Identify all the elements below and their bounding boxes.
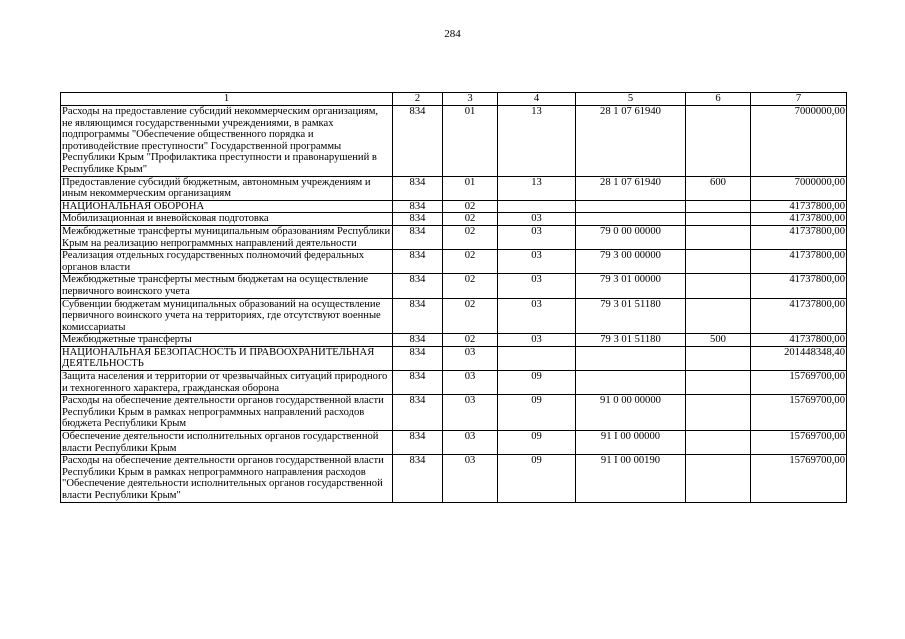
row-name: Обеспечение деятельности исполнительных органов государственной власти Республики Крым xyxy=(61,431,393,455)
budget-table xyxy=(60,92,847,503)
row-rz: 03 xyxy=(443,455,498,502)
row-csr xyxy=(576,346,686,370)
column-header: 2 xyxy=(393,93,443,106)
row-name: НАЦИОНАЛЬНАЯ ОБОРОНА xyxy=(61,200,393,213)
row-name: Защита населения и территории от чрезвычайных ситуаций природного и техногенного характера, гражданская оборона xyxy=(61,371,393,395)
row-vr: 600 xyxy=(686,176,751,200)
row-sum: 41737800,00 xyxy=(751,213,847,226)
table-row xyxy=(61,334,847,347)
row-pr: 03 xyxy=(498,213,576,226)
column-header: 3 xyxy=(443,93,498,106)
row-rz: 03 xyxy=(443,371,498,395)
row-name: Межбюджетные трансферты муниципальным образованиям Республики Крым на реализацию непрограммных направлений деятельности xyxy=(61,225,393,249)
row-ved: 834 xyxy=(393,200,443,213)
column-header: 1 xyxy=(61,93,393,106)
row-rz: 02 xyxy=(443,298,498,334)
row-csr: 91 0 00 00000 xyxy=(576,395,686,431)
row-pr: 13 xyxy=(498,176,576,200)
row-pr: 03 xyxy=(498,225,576,249)
row-vr xyxy=(686,250,751,274)
row-csr: 79 0 00 00000 xyxy=(576,225,686,249)
row-pr: 03 xyxy=(498,298,576,334)
row-vr xyxy=(686,395,751,431)
row-vr xyxy=(686,431,751,455)
row-sum: 201448348,40 xyxy=(751,346,847,370)
row-csr xyxy=(576,213,686,226)
table-row xyxy=(61,106,847,177)
row-ved: 834 xyxy=(393,250,443,274)
row-ved: 834 xyxy=(393,176,443,200)
row-sum: 41737800,00 xyxy=(751,274,847,298)
row-ved: 834 xyxy=(393,455,443,502)
row-csr: 79 3 00 00000 xyxy=(576,250,686,274)
table-row xyxy=(61,213,847,226)
row-name: Расходы на обеспечение деятельности органов государственной власти Республики Крым в рамках непрограммных направлений расходов бюджета Республики Крым xyxy=(61,395,393,431)
row-vr: 500 xyxy=(686,334,751,347)
row-name: Реализация отдельных государственных полномочий федеральных органов власти xyxy=(61,250,393,274)
row-ved: 834 xyxy=(393,334,443,347)
row-rz: 02 xyxy=(443,225,498,249)
row-sum: 15769700,00 xyxy=(751,371,847,395)
row-vr xyxy=(686,346,751,370)
row-name: Расходы на обеспечение деятельности органов государственной власти Республики Крым в рамках непрограммного направления расходов "Обеспечение деятельности исполнительных органов государственной власти Республики Крым" xyxy=(61,455,393,502)
row-sum: 15769700,00 xyxy=(751,455,847,502)
header-row xyxy=(61,93,847,106)
row-rz: 01 xyxy=(443,176,498,200)
row-pr: 09 xyxy=(498,455,576,502)
row-name: Мобилизационная и вневойсковая подготовка xyxy=(61,213,393,226)
row-sum: 41737800,00 xyxy=(751,298,847,334)
row-csr: 28 1 07 61940 xyxy=(576,176,686,200)
row-pr: 09 xyxy=(498,395,576,431)
row-sum: 15769700,00 xyxy=(751,395,847,431)
row-csr: 91 I 00 00190 xyxy=(576,455,686,502)
table-row xyxy=(61,371,847,395)
row-vr xyxy=(686,298,751,334)
row-ved: 834 xyxy=(393,371,443,395)
table-row xyxy=(61,225,847,249)
row-rz: 02 xyxy=(443,334,498,347)
row-csr: 79 3 01 51180 xyxy=(576,334,686,347)
row-rz: 02 xyxy=(443,274,498,298)
table-row xyxy=(61,176,847,200)
table-row xyxy=(61,431,847,455)
page-number: 284 xyxy=(444,28,461,40)
row-vr xyxy=(686,200,751,213)
row-rz: 01 xyxy=(443,106,498,177)
row-sum: 15769700,00 xyxy=(751,431,847,455)
row-csr xyxy=(576,371,686,395)
row-ved: 834 xyxy=(393,431,443,455)
row-name: НАЦИОНАЛЬНАЯ БЕЗОПАСНОСТЬ И ПРАВООХРАНИТЕЛЬНАЯ ДЕЯТЕЛЬНОСТЬ xyxy=(61,346,393,370)
table-row xyxy=(61,346,847,370)
row-pr: 03 xyxy=(498,334,576,347)
row-ved: 834 xyxy=(393,106,443,177)
row-vr xyxy=(686,274,751,298)
row-csr xyxy=(576,200,686,213)
row-ved: 834 xyxy=(393,213,443,226)
row-pr: 03 xyxy=(498,274,576,298)
row-name: Субвенции бюджетам муниципальных образований на осуществление первичного воинского учета на территориях, где отсутствуют военные комиссариаты xyxy=(61,298,393,334)
row-rz: 03 xyxy=(443,395,498,431)
row-vr xyxy=(686,371,751,395)
column-header: 5 xyxy=(576,93,686,106)
column-header: 7 xyxy=(751,93,847,106)
table-row xyxy=(61,395,847,431)
column-header: 4 xyxy=(498,93,576,106)
row-rz: 03 xyxy=(443,431,498,455)
row-name: Межбюджетные трансферты местным бюджетам на осуществление первичного воинского учета xyxy=(61,274,393,298)
row-pr xyxy=(498,346,576,370)
row-rz: 02 xyxy=(443,213,498,226)
table-row xyxy=(61,455,847,502)
row-pr: 03 xyxy=(498,250,576,274)
row-sum: 41737800,00 xyxy=(751,334,847,347)
row-sum: 41737800,00 xyxy=(751,225,847,249)
row-sum: 7000000,00 xyxy=(751,106,847,177)
row-name: Предоставление субсидий бюджетным, автономным учреждениям и иным некоммерческим организациям xyxy=(61,176,393,200)
row-pr: 09 xyxy=(498,431,576,455)
row-csr: 79 3 01 51180 xyxy=(576,298,686,334)
row-csr: 79 3 01 00000 xyxy=(576,274,686,298)
row-ved: 834 xyxy=(393,274,443,298)
table-row xyxy=(61,250,847,274)
row-sum: 41737800,00 xyxy=(751,250,847,274)
row-rz: 02 xyxy=(443,200,498,213)
row-ved: 834 xyxy=(393,346,443,370)
row-pr xyxy=(498,200,576,213)
row-vr xyxy=(686,455,751,502)
row-csr: 28 1 07 61940 xyxy=(576,106,686,177)
row-vr xyxy=(686,106,751,177)
row-vr xyxy=(686,225,751,249)
row-csr: 91 I 00 00000 xyxy=(576,431,686,455)
column-header: 6 xyxy=(686,93,751,106)
row-ved: 834 xyxy=(393,298,443,334)
row-rz: 02 xyxy=(443,250,498,274)
table-body xyxy=(61,106,847,503)
row-name: Межбюджетные трансферты xyxy=(61,334,393,347)
row-sum: 41737800,00 xyxy=(751,200,847,213)
table-row xyxy=(61,274,847,298)
row-ved: 834 xyxy=(393,225,443,249)
row-pr: 09 xyxy=(498,371,576,395)
row-ved: 834 xyxy=(393,395,443,431)
table-row xyxy=(61,200,847,213)
row-sum: 7000000,00 xyxy=(751,176,847,200)
table-row xyxy=(61,298,847,334)
row-rz: 03 xyxy=(443,346,498,370)
row-vr xyxy=(686,213,751,226)
row-pr: 13 xyxy=(498,106,576,177)
row-name: Расходы на предоставление субсидий некоммерческим организациям, не являющимся государственными учреждениями, в рамках подпрограммы "Обеспечение общественного порядка и противодействие преступности" Государственной программы Республики Крым "Профилактика преступности и правонарушений в Республике Крым" xyxy=(61,106,393,177)
